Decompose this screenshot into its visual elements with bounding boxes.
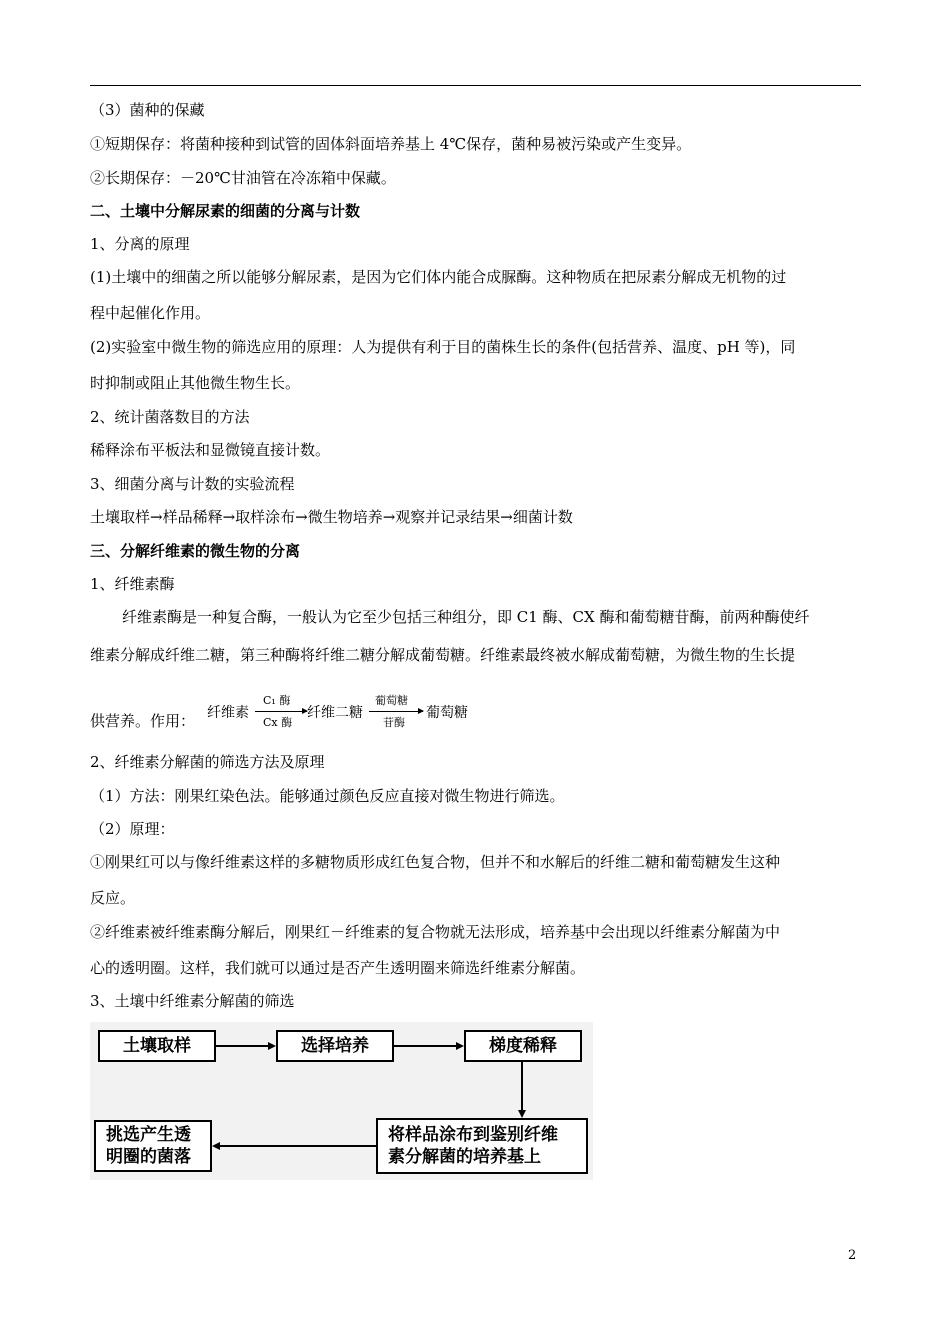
- text-line: 1、纤维素酶: [90, 575, 175, 593]
- text-line: ②纤维素被纤维素酶分解后，刚果红－纤维素的复合物就无法形成，培养基中会出现以纤维素分解菌为中: [90, 923, 781, 941]
- formula-product: 葡萄糖: [426, 705, 468, 721]
- text-line: ①刚果红可以与像纤维素这样的多糖物质形成红色复合物，但并不和水解后的纤维二糖和葡萄糖发生这种: [90, 853, 781, 871]
- formula-substrate: 纤维素: [207, 705, 249, 721]
- formula-enzyme1-top: C₁ 酶: [263, 694, 291, 707]
- text-line: 3、土壤中纤维素分解菌的筛选: [90, 992, 295, 1010]
- flow-step-select-colonies-line1: 挑选产生透: [106, 1125, 191, 1145]
- text-line: 维素分解成纤维二糖，第三种酶将纤维二糖分解成葡萄糖。纤维素最终被水解成葡萄糖，为微生物的生长提: [90, 646, 796, 664]
- formula-intermediate: 纤维二糖: [307, 705, 363, 721]
- screening-flowchart: [90, 1022, 593, 1180]
- section-heading: 二、土壤中分解尿素的细菌的分离与计数: [90, 202, 361, 220]
- flow-step-select-colonies: [94, 1120, 212, 1172]
- text-line: (2)实验室中微生物的筛选应用的原理：人为提供有利于目的菌株生长的条件(包括营养、温度、pH 等)，同: [90, 338, 796, 356]
- text-line: 反应。: [90, 889, 136, 907]
- text-line: (1)土壤中的细菌之所以能够分解尿素，是因为它们体内能合成脲酶。这种物质在把尿素分解成无机物的过: [90, 268, 787, 286]
- text-line: ②长期保存：－20℃甘油管在冷冻箱中保藏。: [90, 169, 396, 187]
- header-rule: [90, 85, 861, 86]
- cellulose-reaction-formula: [207, 690, 477, 732]
- text-line: 供营养。作用：: [90, 712, 196, 730]
- formula-arrow-2: [369, 711, 423, 712]
- flow-arrow-shaft: [220, 1145, 376, 1147]
- flow-step-plate-spreading: [376, 1118, 588, 1174]
- flow-arrow-shaft: [216, 1045, 270, 1047]
- flow-arrow-shaft: [394, 1045, 456, 1047]
- text-line: 心的透明圈。这样，我们就可以通过是否产生透明圈来筛选纤维素分解菌。: [90, 959, 586, 977]
- formula-enzyme2-bottom: 苷酶: [383, 716, 405, 729]
- text-line: 稀释涂布平板法和显微镜直接计数。: [90, 441, 331, 459]
- flow-step-soil-sampling: 土壤取样: [98, 1030, 216, 1062]
- flow-step-plate-spreading-line1: 将样品涂布到鉴别纤维: [388, 1125, 558, 1145]
- flow-arrowhead: [456, 1042, 464, 1050]
- text-line: 时抑制或阻止其他微生物生长。: [90, 374, 301, 392]
- text-line: （1）方法：刚果红染色法。能够通过颜色反应直接对微生物进行筛选。: [90, 787, 565, 805]
- flow-step-select-colonies-line2: 明圈的菌落: [106, 1147, 191, 1167]
- flow-step-plate-spreading-line2: 素分解菌的培养基上: [388, 1147, 541, 1167]
- text-line: 2、统计菌落数目的方法: [90, 408, 250, 426]
- flow-arrowhead: [518, 1110, 526, 1118]
- page-number: 2: [848, 1248, 857, 1263]
- text-line: 2、纤维素分解菌的筛选方法及原理: [90, 753, 325, 771]
- text-line: （2）原理：: [90, 820, 175, 838]
- formula-enzyme1-bottom: Cx 酶: [263, 716, 293, 729]
- text-line: 1、分离的原理: [90, 235, 190, 253]
- flow-step-selective-culture: 选择培养: [276, 1030, 394, 1062]
- text-line: 纤维素酶是一种复合酶，一般认为它至少包括三种组分，即 C1 酶、CX 酶和葡萄糖苷酶，前两种酶使纤: [122, 608, 810, 626]
- formula-arrow-1: [255, 711, 307, 712]
- text-line: 程中起催化作用。: [90, 304, 211, 322]
- text-line: 3、细菌分离与计数的实验流程: [90, 475, 295, 493]
- flow-arrowhead: [212, 1142, 220, 1150]
- flow-step-gradient-dilution: 梯度稀释: [464, 1030, 582, 1062]
- text-line: ①短期保存：将菌种接种到试管的固体斜面培养基上 4℃保存，菌种易被污染或产生变异。: [90, 135, 692, 153]
- formula-enzyme2-top: 葡萄糖: [375, 694, 408, 707]
- flow-arrowhead: [268, 1042, 276, 1050]
- text-line: 土壤取样→样品稀释→取样涂布→微生物培养→观察并记录结果→细菌计数: [90, 508, 573, 526]
- section-heading: 三、分解纤维素的微生物的分离: [90, 542, 301, 560]
- text-line: （3）菌种的保藏: [90, 101, 205, 119]
- flow-arrow-shaft: [521, 1062, 523, 1110]
